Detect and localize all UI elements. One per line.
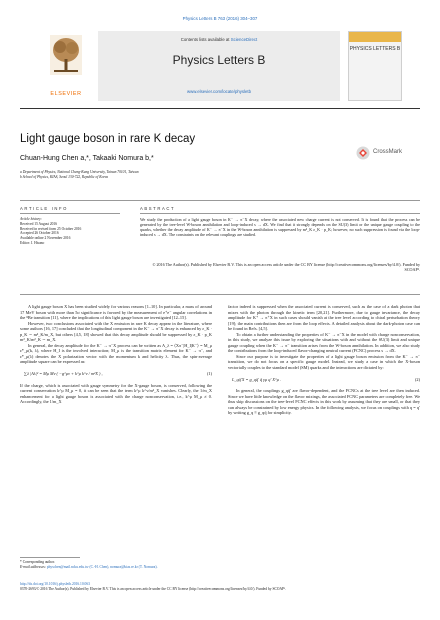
journal-homepage <box>98 89 340 94</box>
corresponding-author-note: * Corresponding author. <box>20 560 55 564</box>
abstract-text: We study the production of a light gauge boson in K⁻ → π⁻X decay, where the associated new charge current is not conserved. It is found that the process can be generated by the tree-level W-boson annihilation and loop-induced s → dX. We find that it strongly depends on the SU(3) limit or the unique gauge coupling to the quarks, whether the decay amplitude of K⁻ → π⁻X in the W-boson annihilation is suppressed by m²_K ε_K · p_K; however, no such suppression is found via the loop-induced s → dX. The constraints on the relevant couplings are studied. <box>140 217 420 238</box>
affiliation-b: b School of Physics, KIAS, Seoul 130-722, Republic of Korea <box>20 174 109 179</box>
history-online: Available online 2 November 2016 <box>20 236 71 241</box>
license-line: 0370-2693/© 2016 The Author(s). Published by Elsevier B.V. This is an open access article under the CC BY license (http://creativecommons.org/licenses/by/4.0/). Funded by SCOAP³. <box>20 586 287 591</box>
elsevier-tree-icon <box>50 35 82 75</box>
right-paragraph-2: To obtain a further understanding the properties of K⁻ → π⁻X in the model with charge nonconservation, in this study, we analyze this issue by exploring the situations with and without the SU(3) limit and unique gauge coupling when the K⁻ → π⁻ transition arises from the W-boson annihilation. In addition, we also study the contributions from the loop-induced flavor-changing neutral current (FCNC) process s → dX. <box>228 331 420 354</box>
email-note <box>20 565 212 570</box>
footnotes <box>20 560 212 570</box>
article-title: Light gauge boson in rare K decay <box>20 133 196 145</box>
left-paragraph-3: In general, the decay amplitude for the K⁻ → π⁻X process can be written as A_λ = ⟨Xπ⁻|H_I|K⁻⟩ = M_μ ε*_μ(k, λ), where H_I is the involved interaction; M_μ is the transition matrix element for K⁻ → π⁻, and ε*_μ(λ) denotes the X polarization vector with the momentum k and helicity λ. Thus, the spin-average amplitude square can be expressed as: <box>20 342 212 365</box>
right-column <box>228 304 420 416</box>
journal-homepage-link[interactable]: www.elsevier.com/locate/physletb <box>186 89 251 94</box>
doi-link[interactable]: http://dx.doi.org/10.1016/j.physletb.2016.10.063 <box>20 582 90 586</box>
elsevier-logo[interactable] <box>36 31 96 101</box>
right-paragraph-4: In general, the couplings g_qq̄′ are flavor-dependent, and the FCNCs at the tree level are then induced. Since we have little knowledge on the flavor mixings, the associated FCNC parameters are completely free. We thus skip discussions on the tree-level FCNC effects in this work by assuming that they are small, or that they can always be constrained by low energy physics. In the following analysis, we focus on couplings with q = q′ by writing g_q ≡ g_qq̄ for simplicity. <box>228 388 420 416</box>
footnote-rule <box>20 557 80 558</box>
affiliation-a: a Department of Physics, National Cheng-Kung University, Tainan 70101, Taiwan <box>20 170 139 174</box>
equation-1-body: ∑λ |Aλ|² = Mμ Mν ( −g^μν + k^μ k^ν / m²X ) , <box>24 371 103 377</box>
history-revised: Received in revised form 25 October 2016 <box>20 226 82 231</box>
equation-2-number: (2) <box>414 376 420 382</box>
right-paragraph-1: factor indeed is suppressed when the associated current is conserved, such as the case of a dark photon that mixes with the photon through the kinetic term [20,21]. Furthermore, due to gauge invariance, the decay amplitude for K⁺ → π⁺X in such cases should vanish at the tree level according to chiral perturbation theory [19]; the main contributions then are from the loop effects. A detailed analysis about the dark-photon case can be found in Refs. [4,5]. <box>228 304 420 332</box>
equation-2-body: L_qq̄′X = g_qq̄′ q̄ γμ q′ X^μ . <box>232 376 282 382</box>
crossmark-badge[interactable] <box>356 145 420 161</box>
elsevier-wordmark: ELSEVIER <box>50 91 82 97</box>
abstract-rule <box>140 213 420 214</box>
history-label: Article history: <box>20 217 42 221</box>
history-received: Received 15 August 2016 <box>20 221 58 226</box>
contents-prefix: Contents lists available at <box>180 37 231 42</box>
journal-banner <box>98 31 340 101</box>
contents-line <box>98 37 340 42</box>
history-accepted: Accepted 26 October 2016 <box>20 231 59 236</box>
body-divider <box>20 294 420 295</box>
email-label: E-mail addresses: <box>20 564 47 569</box>
email-addresses[interactable]: physchen@mail.ncku.edu.tw (C.-H. Chen), nomura@kias.re.kr (T. Nomura). <box>46 564 158 569</box>
doi-block <box>20 582 420 592</box>
left-paragraph-1: A light gauge boson X has been studied widely for various reasons [1–10]. In particular, a mass of around 17 MeV boson with more than 5σ significance is favored by the measurement of e⁺e⁻ angular correlations in the ⁸Be transition [11], where the implications of this light gauge boson are investigated [12–15]. <box>20 304 212 321</box>
right-paragraph-3: Since our purpose is to investigate the properties of a light gauge boson emission from the K⁻ → π⁻ transition, we do not focus on a specific gauge model. Instead, we study a case in which the X-boson vectorially couples to the standard model (SM) quarks and the interactions are dictated by: <box>228 353 420 371</box>
equation-1 <box>24 371 212 377</box>
article-history <box>20 217 124 246</box>
journal-cover-thumbnail[interactable] <box>348 31 402 101</box>
sciencedirect-link[interactable]: ScienceDirect <box>230 37 258 42</box>
article-authors: Chuan-Hung Chen a,*, Takaaki Nomura b,* <box>20 155 154 162</box>
abstract-heading: ABSTRACT <box>140 206 176 211</box>
left-paragraph-4: If the charge, which is associated with gauge symmetry for the X-gauge boson, is conserved, following the current conservation k^μ M_μ = 0, it can be seen that the term k^μ k^ν/m²_X vanishes. Clearly, the 1/m_X enhancement for a light gauge boson is associated with the charge nonconservation, i.e., k^μ M_μ ≠ 0. Accordingly, the 1/m_X <box>20 382 212 405</box>
crossmark-icon <box>356 146 370 160</box>
left-column <box>20 304 212 405</box>
masthead-rule <box>20 108 420 109</box>
abstract-copyright: © 2016 The Author(s). Published by Elsevier B.V. This is an open access article under the CC BY license (http://creativecommons.org/licenses/by/4.0/). Funded by SCOAP³. <box>152 262 420 273</box>
journal-masthead <box>36 27 404 101</box>
affiliations <box>20 170 320 180</box>
equation-2 <box>232 377 420 383</box>
journal-title: Physics Letters B <box>172 53 266 67</box>
left-paragraph-2: However, two conclusions associated with the X emission in rare K decay appear in the literature, where some authors [16, 17] concluded that the longitudinal component in the K⁻ → π⁻X decay is enhanced by ε_K · p_K ∼ m²_K/m_X, but others [4,5, 18] showed that this decay amplitude should be suppressed by ε_K · p_K m²_K/m²_K ∼ m_X. <box>20 320 212 343</box>
article-info-rule <box>20 213 120 214</box>
cover-bar <box>349 32 401 42</box>
crossmark-label: CrossMark <box>373 149 403 155</box>
equation-1-number: (1) <box>206 371 212 377</box>
header-divider <box>20 200 420 201</box>
cover-label: PHYSICS LETTERS B <box>349 46 401 52</box>
journal-citation[interactable]: Physics Letters B 763 (2016) 304–307 <box>182 16 258 21</box>
history-editor: Editor: J. Hisano <box>20 240 45 245</box>
article-info-heading: ARTICLE INFO <box>20 206 68 211</box>
